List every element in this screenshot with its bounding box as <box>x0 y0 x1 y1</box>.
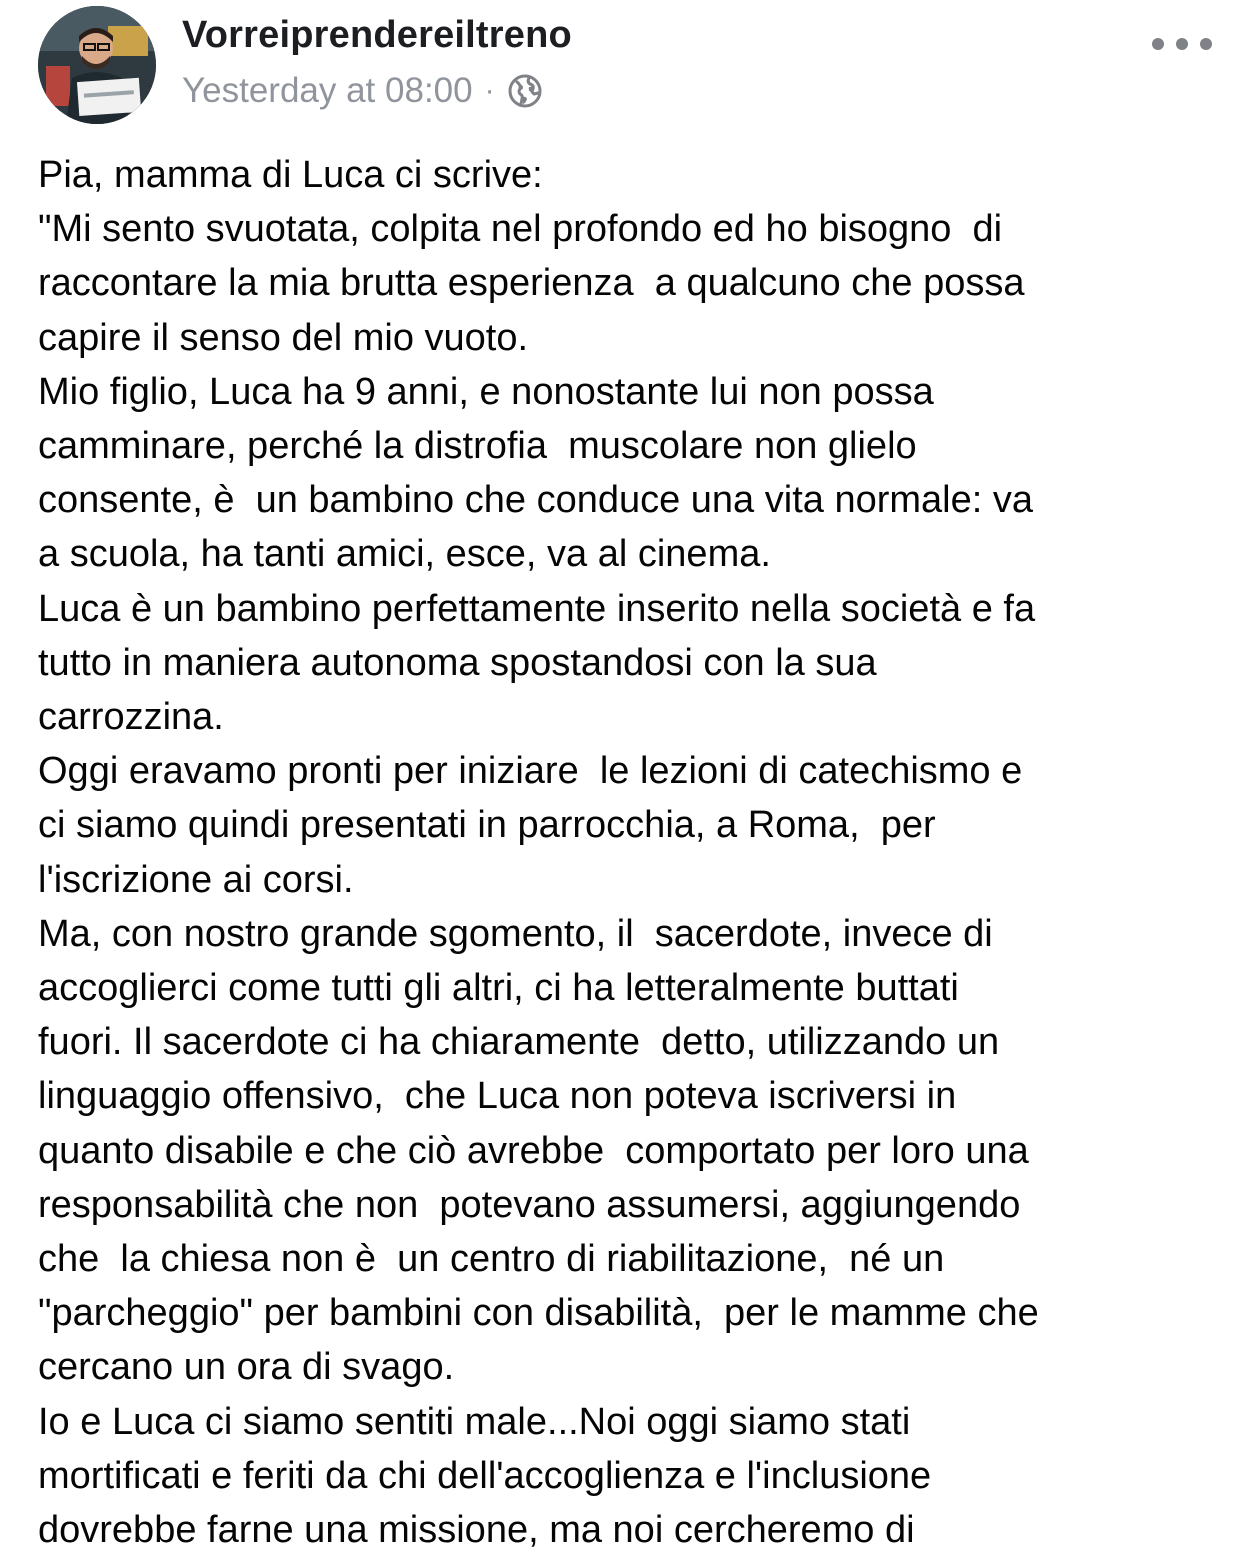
post-text-line: a scuola, ha tanti amici, esce, va al cinema. <box>38 533 771 576</box>
post-text-line: camminare, perché la distrofia muscolare non glielo <box>38 425 917 468</box>
post-text-line: quanto disabile e che ciò avrebbe comportato per loro una <box>38 1129 1029 1172</box>
more-options-icon <box>1200 38 1212 50</box>
avatar[interactable] <box>38 6 156 124</box>
post-text-line: accoglierci come tutti gli altri, ci ha letteralmente buttati <box>38 967 959 1010</box>
post-text-line: linguaggio offensivo, che Luca non poteva iscriversi in <box>38 1075 957 1118</box>
post-text-line: che la chiesa non è un centro di riabilitazione, né un <box>38 1238 945 1281</box>
post-text-line: l'iscrizione ai corsi. <box>38 858 354 901</box>
post-text-line: Luca è un bambino perfettamente inserito nella società e fa <box>38 587 1036 630</box>
post-text-line: consente, è un bambino che conduce una vita normale: va <box>38 479 1033 522</box>
more-options-button[interactable] <box>1152 26 1212 62</box>
more-options-icon <box>1152 38 1164 50</box>
meta-separator: · <box>484 74 495 107</box>
post-text-line: dovrebbe farne una missione, ma noi cercheremo di <box>38 1509 915 1552</box>
post-text-line: Pia, mamma di Luca ci scrive: <box>38 154 543 196</box>
author-name[interactable]: Vorreiprendereiltreno <box>182 14 572 56</box>
more-options-icon <box>1176 38 1188 50</box>
post-text-line: Ma, con nostro grande sgomento, il sacerdote, invece di <box>38 912 993 955</box>
post-text-line: Oggi eravamo pronti per iniziare le lezioni di catechismo e <box>38 750 1023 793</box>
post-text-line: raccontare la mia brutta esperienza a qualcuno che possa <box>38 262 1025 305</box>
post-text-line: fuori. Il sacerdote ci ha chiaramente detto, utilizzando un <box>38 1021 1000 1064</box>
post-text-line: mortificati e feriti da chi dell'accoglienza e l'inclusione <box>38 1454 932 1497</box>
post-body <box>38 148 1218 1557</box>
avatar-photo <box>38 6 156 124</box>
post-text-line: responsabilità che non potevano assumersi, aggiungendo <box>38 1183 1021 1226</box>
post-text-line: ci siamo quindi presentati in parrocchia, a Roma, per <box>38 804 936 847</box>
post-text-line: Io e Luca ci siamo sentiti male...Noi oggi siamo stati <box>38 1400 911 1443</box>
post-meta <box>182 70 543 112</box>
post-text-line: cercano un ora di svago. <box>38 1346 455 1389</box>
post-text-line: "parcheggio" per bambini con disabilità, per le mamme che <box>38 1292 1039 1335</box>
post-text-line: carrozzina. <box>38 696 224 739</box>
post-header <box>0 0 1242 140</box>
post-text-line: Mio figlio, Luca ha 9 anni, e nonostante lui non possa <box>38 370 934 413</box>
post-text-line: capire il senso del mio vuoto. <box>38 316 529 359</box>
post-timestamp[interactable]: Yesterday at 08:00 <box>182 71 473 110</box>
globe-icon[interactable] <box>507 73 543 109</box>
post-text-line: tutto in maniera autonoma spostandosi con la sua <box>38 641 877 684</box>
post-text-line: "Mi sento svuotata, colpita nel profondo ed ho bisogno di <box>38 208 1003 251</box>
